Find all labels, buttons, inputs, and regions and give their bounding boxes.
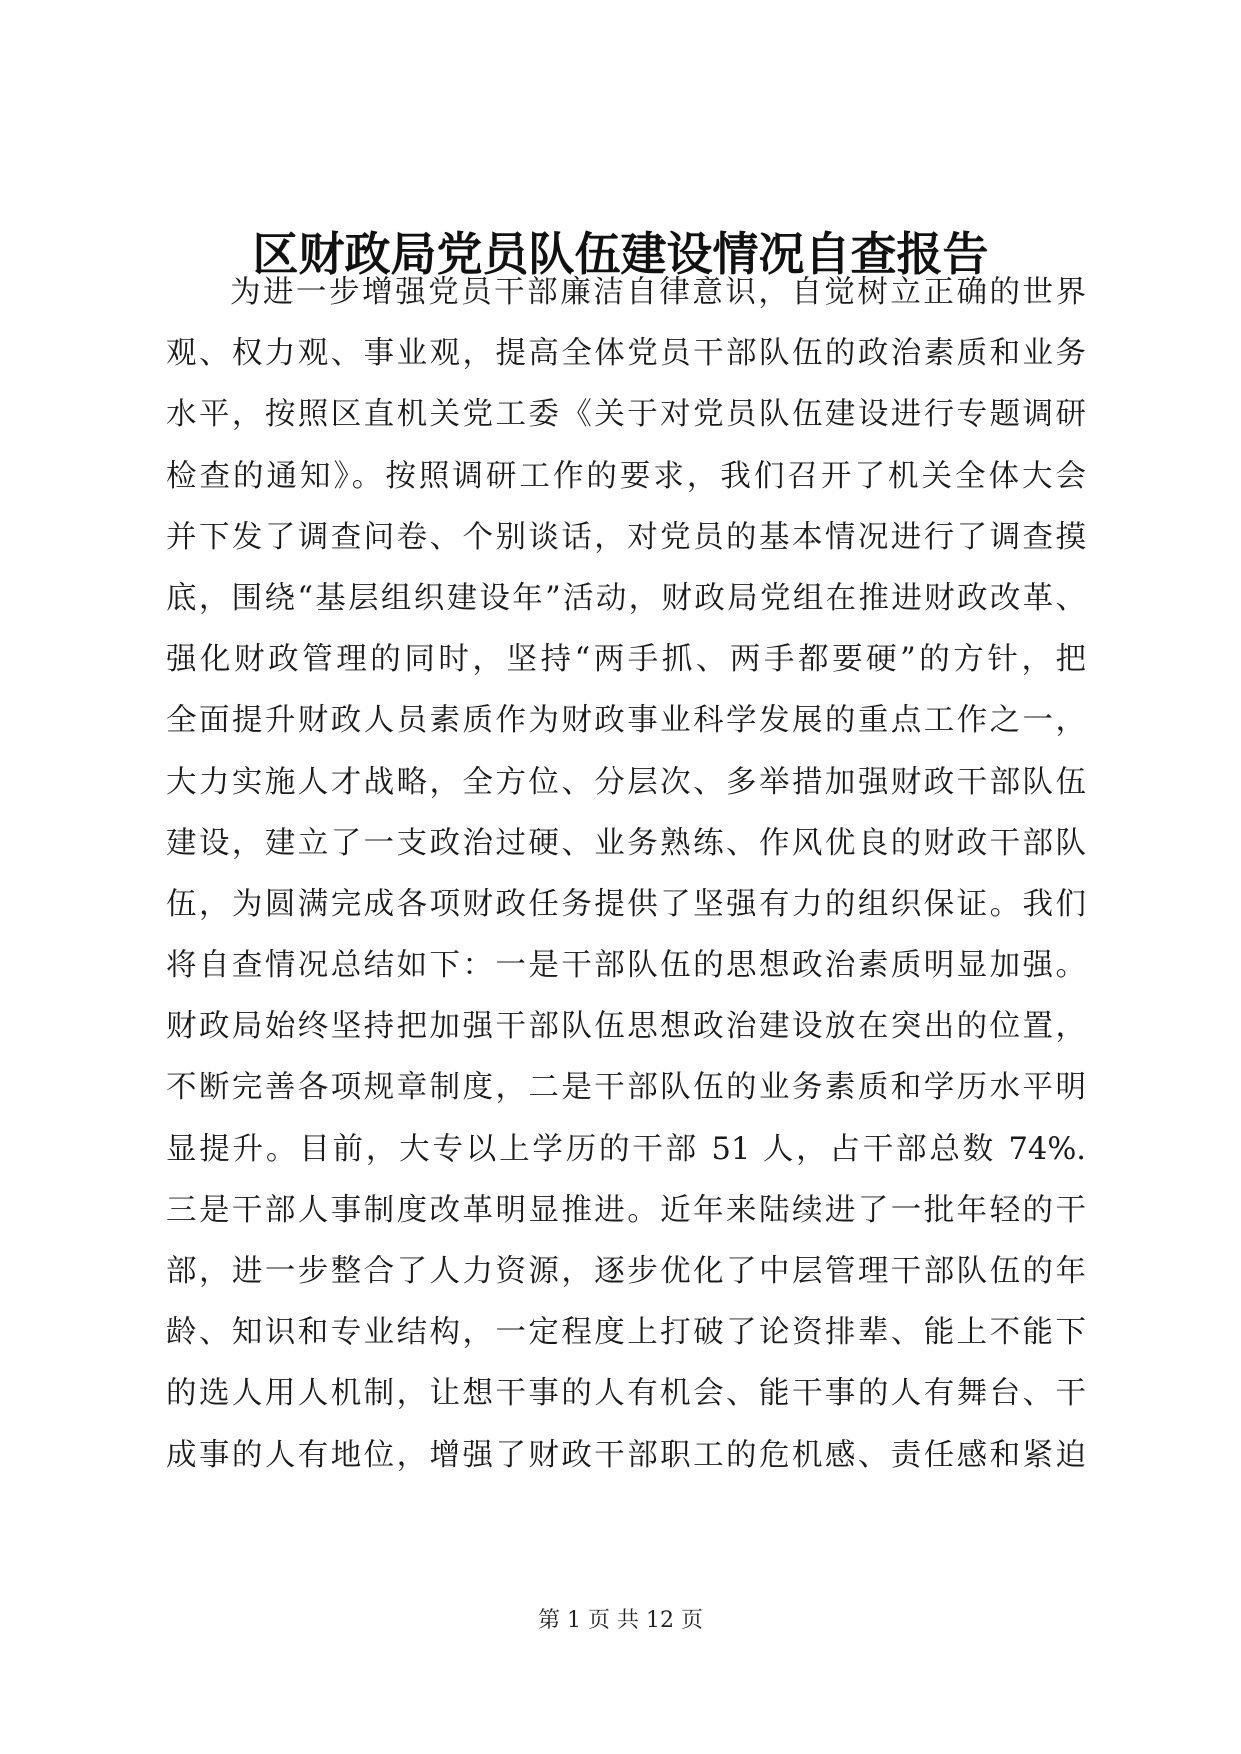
body-line: 水平，按照区直机关党工委《关于对党员队伍建设进行专题调研 (166, 397, 1086, 433)
body-line: 不断完善各项规章制度，二是干部队伍的业务素质和学历水平明 (166, 1070, 1086, 1106)
body-line: 财政局始终坚持把加强干部队伍思想政治建设放在突出的位置， (166, 1009, 1086, 1045)
body-line: 建设，建立了一支政治过硬、业务熟练、作风优良的财政干部队 (166, 825, 1086, 861)
document-body (166, 262, 1086, 1486)
body-line: 成事的人有地位，增强了财政干部职工的危机感、责任感和紧迫 (166, 1437, 1086, 1473)
body-line: 龄、知识和专业结构，一定程度上打破了论资排辈、能上不能下 (166, 1315, 1086, 1351)
document-title: 区财政局党员队伍建设情况自查报告 (252, 227, 989, 281)
body-line: 大力实施人才战略，全方位、分层次、多举措加强财政干部队伍 (166, 764, 1086, 800)
body-line: 观、权力观、事业观，提高全体党员干部队伍的政治素质和业务 (166, 336, 1086, 372)
body-line: 检查的通知》。按照调研工作的要求，我们召开了机关全体大会 (166, 458, 1086, 494)
body-line: 将自查情况总结如下：一是干部队伍的思想政治素质明显加强。 (166, 948, 1086, 984)
body-line: 三是干部人事制度改革明显推进。近年来陆续进了一批年轻的干 (166, 1192, 1086, 1228)
body-line: 部，进一步整合了人力资源，逐步优化了中层管理干部队伍的年 (166, 1254, 1086, 1289)
body-line: 的选人用人机制，让想干事的人有机会、能干事的人有舞台、干 (166, 1376, 1086, 1412)
body-line: 伍，为圆满完成各项财政任务提供了坚强有力的组织保证。我们 (166, 886, 1086, 922)
body-line: 全面提升财政人员素质作为财政事业科学发展的重点工作之一， (166, 703, 1086, 739)
body-line: 为进一步增强党员干部廉洁自律意识，自觉树立正确的世界 (230, 275, 1086, 310)
body-line: 并下发了调查问卷、个别谈话，对党员的基本情况进行了调查摸 (166, 519, 1086, 555)
body-line: 底，围绕“基层组织建设年”活动，财政局党组在推进财政改革、 (166, 580, 1086, 616)
page-footer: 第 1 页 共 12 页 (538, 1608, 703, 1633)
body-line: 强化财政管理的同时，坚持“两手抓、两手都要硬”的方针，把 (166, 642, 1086, 678)
body-line: 显提升。目前，大专以上学历的干部 51 人，占干部总数 74%. (166, 1131, 1086, 1167)
